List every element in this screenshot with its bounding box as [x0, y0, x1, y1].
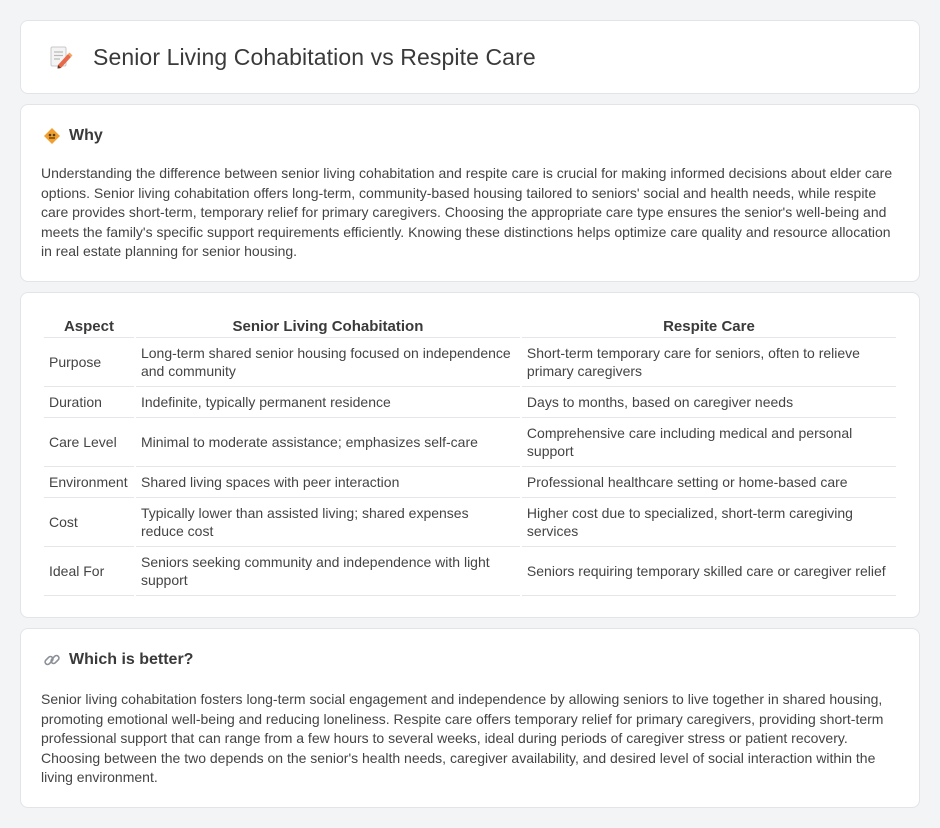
link-icon: [43, 651, 61, 669]
table-row: [44, 338, 896, 387]
cell-cohabitation: Typically lower than assisted living; shared expenses reduce cost: [136, 498, 520, 547]
cell-respite: Professional healthcare setting or home-based care: [522, 467, 896, 498]
better-header: [43, 651, 193, 669]
why-header: [43, 127, 103, 145]
cell-respite: Higher cost due to specialized, short-term caregiving services: [522, 498, 896, 547]
cell-respite: Short-term temporary care for seniors, often to relieve primary caregivers: [522, 338, 896, 387]
header-aspect: Aspect: [44, 316, 134, 338]
cell-cohabitation: Seniors seeking community and independence with light support: [136, 547, 520, 596]
header-cohabitation: Senior Living Cohabitation: [136, 316, 520, 338]
table-row: [44, 418, 896, 467]
table-row: [44, 498, 896, 547]
better-body: Senior living cohabitation fosters long-term social engagement and independence by allowing seniors to live together in shared housing, promoting emotional well-being and reducing loneliness. Respite care offers temporary relief for primary caregivers, providing short-term professional support that can range from a few hours to several weeks, ideal during periods of caregiver stress or patient recovery. Choosing between the two depends on the senior's health needs, caregiver availability, and desired level of social interaction within the living environment.: [41, 691, 884, 786]
cell-respite: Seniors requiring temporary skilled care or caregiver relief: [522, 547, 896, 596]
cell-cohabitation: Long-term shared senior housing focused on independence and community: [136, 338, 520, 387]
comparison-card: [20, 292, 920, 618]
cell-aspect: Environment: [44, 467, 134, 498]
cell-aspect: Purpose: [44, 338, 134, 387]
better-card: [20, 628, 920, 808]
cell-respite: Comprehensive care including medical and personal support: [522, 418, 896, 467]
cell-respite: Days to months, based on caregiver needs: [522, 387, 896, 418]
why-card: [20, 104, 920, 282]
cell-cohabitation: Indefinite, typically permanent residence: [136, 387, 520, 418]
table-row: [44, 387, 896, 418]
title-card: [20, 20, 920, 94]
cell-aspect: Care Level: [44, 418, 134, 467]
why-body: Understanding the difference between senior living cohabitation and respite care is crucial for making informed decisions about elder care options. Senior living cohabitation offers long-term, community-based housing tailored to seniors' social and health needs, while respite care provides short-term, temporary relief for primary caregivers. Choosing the appropriate care type ensures the senior's well-being and meets the family's specific support requirements efficiently. Knowing these distinctions helps optimize care quality and resource allocation in real estate planning for senior housing.: [41, 165, 893, 260]
table-header-row: [44, 316, 896, 338]
cell-aspect: Cost: [44, 498, 134, 547]
cell-cohabitation: Minimal to moderate assistance; emphasizes self-care: [136, 418, 520, 467]
header-respite: Respite Care: [522, 316, 896, 338]
cell-cohabitation: Shared living spaces with peer interaction: [136, 467, 520, 498]
better-heading: Which is better?: [69, 651, 194, 668]
comparison-table: [42, 316, 898, 596]
table-row: [44, 547, 896, 596]
diamond-icon: [43, 127, 61, 145]
memo-pencil-icon: [47, 44, 73, 70]
page-title: Senior Living Cohabitation vs Respite Care: [93, 43, 536, 70]
table-row: [44, 467, 896, 498]
cell-aspect: Ideal For: [44, 547, 134, 596]
cell-aspect: Duration: [44, 387, 134, 418]
why-heading: Why: [69, 127, 103, 144]
